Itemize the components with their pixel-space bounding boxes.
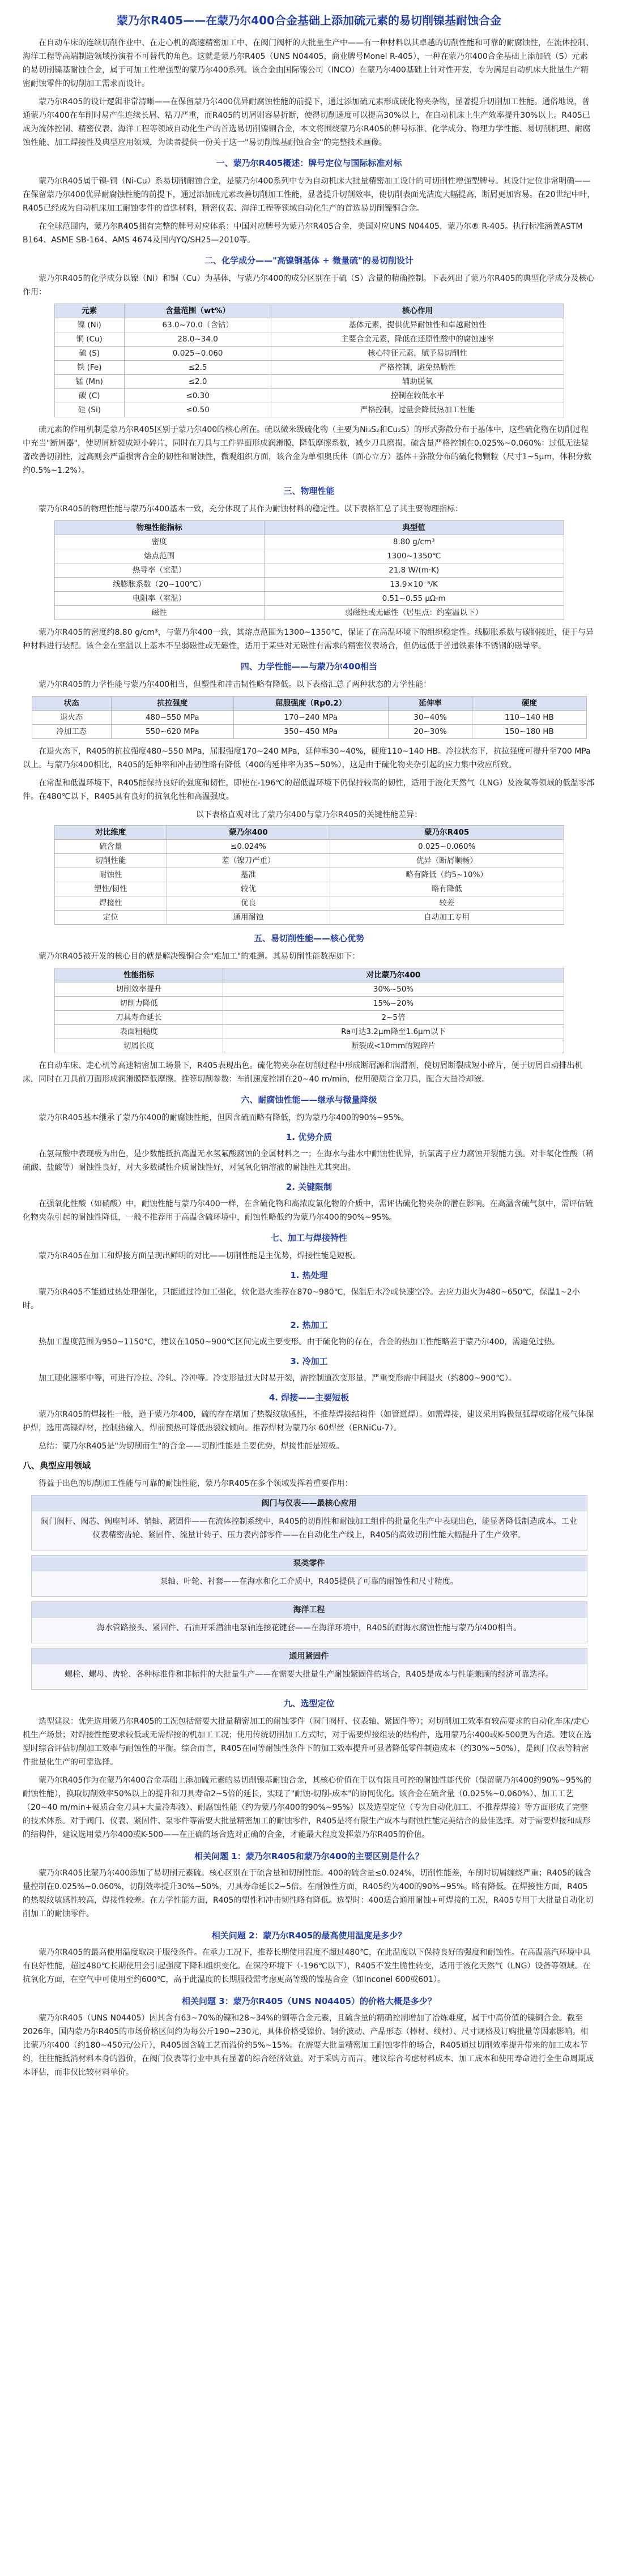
table-cell: 基准 — [167, 868, 330, 882]
section-3-after: 蒙乃尔R405的密度约8.80 g/cm³，与蒙乃尔400一致，其熔点范围为1300~1350℃，保证了在高温环境下的组织稳定性。线膨胀系数与碳钢接近，便于与异种材料进行装配。该合金在室温以上基本不呈弱磁性或无磁性，适用于某些对无磁性有需求的精密仪表场合，但仍远低于普通铁素体不锈钢的磁导率。 — [23, 628, 594, 651]
section-2-intro: 蒙乃尔R405的化学成分以镍（Ni）和铜（Cu）为基体，与蒙乃尔400的成分区别在于硫（S）含量的精确控制。下表列出了蒙乃尔R405的典型化学成分及核心作用： — [23, 274, 595, 297]
table-cell: 线膨胀系数（20~100℃） — [54, 578, 264, 592]
table-cell: 严格控制，避免热脆性 — [271, 361, 564, 375]
application-box-title: 海洋工程 — [32, 1602, 587, 1618]
table-header-cell: 含量范围（wt%） — [124, 304, 271, 318]
table-cell: 1300~1350℃ — [264, 549, 564, 563]
application-box-text: 泵轴、叶轮、衬套——在海水和化工介质中，R405提供了可靠的耐蚀性和尺寸精度。 — [160, 1577, 458, 1586]
section-4-heading: 四、力学性能——与蒙乃尔400相当 — [240, 661, 378, 672]
comparison-table-caption: 以下表格直观对比了蒙乃尔400与蒙乃尔R405的关键性能差异： — [195, 810, 423, 819]
table-cell: 差（镍刀严重） — [167, 854, 330, 868]
table-row — [54, 868, 564, 882]
faq-question-2: 相关问题 2：蒙乃尔R405的最高使用温度是多少？ — [211, 1930, 407, 1941]
section-6-heading: 六、耐腐蚀性能——继承与微量降级 — [241, 1095, 377, 1105]
table-cell: 28.0~34.0 — [124, 332, 271, 347]
table-cell: 铜 (Cu) — [54, 332, 124, 347]
section-7-intro: 蒙乃尔R405在加工和焊接方面呈现出鲜明的对比——切削性能是主优势，焊接性能是短板。 — [39, 1251, 361, 1261]
table-cell: 热导率（室温） — [54, 563, 264, 578]
table-header-cell: 典型值 — [264, 521, 564, 535]
table-row — [54, 982, 564, 997]
table-cell: 30~40% — [388, 711, 472, 725]
section-1-paragraph-1: 蒙乃尔R405属于镍-铜（Ni-Cu）系易切削耐蚀合金，是蒙乃尔400系列中专为自动机床大批量精密加工设计的可切削性增强型牌号。其设计定位非常明确——在保留蒙乃尔400优异耐腐蚀性能的前提下，通过添加硫元素改善切削加工性能，显著提升切削效率，使切削表面光洁度大幅提高，断屑更加容易。在20世纪中叶，R405已经成为自动机床加工耐蚀零件的首选材料，精密仪表、海洋工程等领域自动化生产的首选易切削镍铜合金。 — [23, 177, 595, 213]
table-cell: 辅助脱氧 — [271, 375, 564, 389]
table-cell: 自动加工专用 — [330, 911, 564, 925]
section-3-intro: 蒙乃尔R405的物理性能与蒙乃尔400基本一致，充分体现了其作为耐蚀材料的稳定性。以下表格汇总了其主要物理指标： — [39, 505, 463, 514]
section-7-paragraph-1: 蒙乃尔R405不能通过热处理强化，只能通过冷加工强化，软化退火推荐在870~980℃，保温后水冷或快速空冷。去应力退火为480~650℃，保温1~2小时。 — [23, 1288, 580, 1310]
table-cell: 核心特征元素，赋予易切削性 — [271, 347, 564, 361]
table-header-cell: 对比维度 — [54, 826, 167, 840]
section-5-after: 在自动车床、走心机等高速精密加工场景下，R405表现出色。硫化物夹杂在切削过程中形成断屑源和润滑剂，使切屑断裂成短小碎片，便于切屑自动排出机床，同时在刀具前刀面形成润滑膜降低摩擦。推荐切削参数：车削速度控制在20~40 m/min，使用硬质合金刀具，配合大量冷却液。 — [23, 1061, 583, 1084]
table-cell: 优良 — [167, 896, 330, 911]
application-box-text: 螺栓、螺母、齿轮、各种标准件和非标件的大批量生产——在需要大批量生产耐蚀紧固件的场合，R405是成本与性能兼顾的经济可靠选择。 — [65, 1670, 553, 1679]
section-4-after-1: 在退火态下，R405的抗拉强度480~550 MPa，屈服强度170~240 MPa，延伸率30~40%，硬度110~140 HB。冷拉状态下，抗拉强度可提升至700 MPa以上。与蒙乃尔400相比，R405的延伸率和冲击韧性略有降低（400的延伸率为35~50%），这是由于硫化物夹杂引起的应力集中效应所致。 — [23, 747, 591, 770]
section-7-paragraph-4a: 蒙乃尔R405的焊接性一般，逊于蒙乃尔400，硫的存在增加了热裂纹敏感性，不推荐焊接结构件（如管道焊）。如需焊接，建议采用钨极氩弧焊或熔化极气体保护焊，选用高镍焊材，控制热输入，焊前预热可降低热裂纹倾向。推荐焊材为蒙乃尔 60焊丝（ERNiCu-7）。 — [23, 1410, 594, 1433]
table-cell: 0.025~0.060% — [330, 840, 564, 854]
machinability-table — [54, 968, 564, 1053]
table-cell: 硫 (S) — [54, 347, 124, 361]
table-row — [54, 361, 564, 375]
table-row — [54, 549, 564, 563]
application-box-text: 海水管路接头、紧固件、石油开采潜油电泵轴连接花键套——在海洋环境中，R405的耐海水腐蚀性能与蒙乃尔400相当。 — [96, 1624, 522, 1633]
table-row — [54, 606, 564, 620]
table-header-cell: 性能指标 — [54, 968, 223, 982]
table-cell: 冷加工态 — [32, 725, 111, 739]
table-cell: 主要合金元素，降低在还原性酸中的腐蚀速率 — [271, 332, 564, 347]
application-box-marine — [31, 1601, 587, 1643]
application-box-fasteners — [31, 1648, 587, 1690]
section-1-paragraph-2: 在全球范围内，蒙乃尔R405拥有完整的牌号对应体系：中国对应牌号为蒙乃尔R405合金，美国对应UNS N04405，蒙乃尔® R-405。执行标准涵盖ASTM B164、ASME SB-164、AMS 4674及国内YQ/SH25—2010等。 — [23, 222, 583, 245]
composition-table — [54, 304, 564, 417]
table-cell: 电阻率（室温） — [54, 592, 264, 606]
table-cell: 严格控制，过量会降低热加工性能 — [271, 403, 564, 417]
application-box-title: 通用紧固件 — [32, 1648, 587, 1664]
table-cell: 切削性能 — [54, 854, 167, 868]
table-row — [54, 1011, 564, 1025]
table-cell: 150~180 HB — [472, 725, 586, 739]
table-cell: 0.51~0.55 μΩ·m — [264, 592, 564, 606]
section-6-subheading-1: 1. 优势介质 — [285, 1132, 333, 1142]
table-cell: 塑性/韧性 — [54, 882, 167, 896]
section-5-heading: 五、易切削性能——核心优势 — [253, 933, 364, 943]
table-cell: 13.9×10⁻⁶/K — [264, 578, 564, 592]
table-header-row — [54, 304, 564, 318]
table-cell: 8.80 g/cm³ — [264, 535, 564, 549]
table-cell: 63.0~70.0（含钴） — [124, 318, 271, 332]
comparison-table — [54, 825, 564, 925]
table-cell: 优异（断屑顺畅） — [330, 854, 564, 868]
table-cell: 硫含量 — [54, 840, 167, 854]
table-row — [54, 854, 564, 868]
table-header-row — [54, 521, 564, 535]
table-row — [54, 1039, 564, 1053]
table-cell: 略有降低 — [330, 882, 564, 896]
section-8-intro: 得益于出色的切削加工性能与可靠的耐蚀性能，蒙乃尔R405在多个领域发挥着重要作用： — [39, 1479, 353, 1488]
table-cell: 通用耐蚀 — [167, 911, 330, 925]
table-cell: ≤2.0 — [124, 375, 271, 389]
section-2-heading: 二、化学成分——"高镍铜基体 + 微量硫"的易切削设计 — [204, 255, 414, 266]
table-header-cell: 物理性能指标 — [54, 521, 264, 535]
table-header-cell: 硬度 — [472, 697, 586, 711]
table-header-row — [54, 826, 564, 840]
mechanical-properties-table — [32, 696, 587, 739]
table-row — [54, 332, 564, 347]
faq-answer-3: 蒙乃尔R405（UNS N04405）因其含有63~70%的镍和28~34%的铜等合金元素，且硫含量的精确控制增加了冶炼难度，属于中高价值的镍铜合金。截至2026年，国内蒙乃尔R405的市场价格区间约为每公斤190~230元，具体价格受镍价、铜价波动、产品形态（棒材、线材）、尺寸规格及订购批量等因素影响。相比蒙乃尔400（约180~450元/公斤），R405因含硫工艺而溢价约5%~15%。在需要大批量精密加工耐蚀零件的场合，R405通过切削效率提升带来的加工成本节约，往往能抵消材料本身的溢价，在阀门仪表等行业中具有显著的综合经济效益。对于采购方而言，建议综合考虑材料成本、加工成本和使用寿命进行全生命周期成本评估，而非仅比较材料单价。 — [23, 2014, 594, 2077]
intro-paragraph-1: 在自动车床的连续切削作业中、在走心机的高速精密加工中、在阀门阀杆的大批量生产中——有一种材料以其卓越的切削性能和可靠的耐腐蚀性，在流体控制、海洋工程等高端制造领域扮演着不可替代的角色。这就是蒙乃尔R405（UNS N04405，商业牌号Monel R-405），一种在蒙乃尔400合金基础上添加硫（S）元素的易切削镍基耐蚀合金，属于可加工性增强型的蒙乃尔400系列。该合金由国际镍公司（INCO）在蒙乃尔400基础上针对性开发，专为满足自动机床大批量生产精密耐蚀零件的切削加工需求而设计。 — [23, 39, 594, 88]
table-cell: 磁性 — [54, 606, 264, 620]
table-cell: 基体元素，提供优异耐蚀性和卓越耐蚀性 — [271, 318, 564, 332]
table-cell: 170~240 MPa — [233, 711, 388, 725]
faq-question-1: 相关问题 1：蒙乃尔R405和蒙乃尔400的主要区别是什么？ — [194, 1851, 424, 1861]
table-header-row — [32, 697, 586, 711]
table-header-cell: 屈服强度（Rp0.2） — [233, 697, 388, 711]
section-5-intro: 蒙乃尔R405被开发的核心目的就是解决镍铜合金"难加工"的难题。其易切削性能数据如下： — [39, 952, 360, 961]
section-7-paragraph-3: 加工硬化速率中等，可进行冷拉、冷轧、冷冲等。冷变形量过大时易开裂，需控制道次变形量，严重变形需中间退火（约800~900℃）。 — [39, 1374, 517, 1383]
table-row — [54, 882, 564, 896]
section-7-subheading-3: 3. 冷加工 — [290, 1356, 328, 1366]
table-row — [54, 535, 564, 549]
table-cell: 350~450 MPa — [233, 725, 388, 739]
table-cell: 30%~50% — [223, 982, 564, 997]
physical-properties-table — [54, 520, 564, 620]
table-row — [54, 1025, 564, 1039]
table-cell: 锰 (Mn) — [54, 375, 124, 389]
table-cell: 镍 (Ni) — [54, 318, 124, 332]
table-cell: 480~550 MPa — [111, 711, 233, 725]
table-cell: 表面粗糙度 — [54, 1025, 223, 1039]
table-cell: 0.025~0.060 — [124, 347, 271, 361]
table-row — [54, 389, 564, 403]
table-cell: ≤2.5 — [124, 361, 271, 375]
table-row — [54, 911, 564, 925]
table-cell: 焊接性 — [54, 896, 167, 911]
table-cell: 略有降低（约5~10%） — [330, 868, 564, 882]
table-cell: 21.8 W/(m·K) — [264, 563, 564, 578]
table-cell: 退火态 — [32, 711, 111, 725]
faq-question-3: 相关问题 3：蒙乃尔R405（UNS N04405）的价格大概是多少？ — [181, 1996, 437, 2006]
table-cell: 110~140 HB — [472, 711, 586, 725]
table-row — [54, 592, 564, 606]
section-7-paragraph-2: 热加工温度范围为950~1150℃，建议在1050~900℃区间完成主要变形。由于硫化物的存在，合金的热加工性能略差于蒙乃尔400，需避免过热。 — [39, 1338, 560, 1347]
section-9-paragraph-1: 选型建议：优先选用蒙乃尔R405的工况包括需要大批量精密加工的耐蚀零件（阀门阀杆、仪表轴、紧固件等）；对切削加工效率有较高要求的自动化车床/走心机生产场景；对焊接性能要求较低或无需焊接的机加工工况；使用传统切削加工方式时，对于需要焊接组装的结构件，选用蒙乃尔400或K-500更为合适。建议在选型时综合评估切削加工效率与耐蚀性的平衡。综合而言，R405在同等耐蚀性条件下的加工效率提升可显著降低零件制造成本（约30%~50%），是阀门仪表等精密件批量化生产的可靠选择。 — [23, 1717, 592, 1767]
table-row — [32, 725, 586, 739]
application-box-valves — [31, 1495, 587, 1550]
table-cell: 控制在较低水平 — [271, 389, 564, 403]
table-row — [54, 347, 564, 361]
application-box-title: 阀门与仪表——最核心应用 — [32, 1496, 587, 1511]
table-row — [54, 563, 564, 578]
section-7-heading: 七、加工与焊接特性 — [270, 1233, 347, 1243]
application-box-text: 阀门阀杆、阀芯、阀座衬环、销轴、紧固件——在流体控制系统中，R405的切削性和耐蚀加工组件的批量化生产中表现出色，能显著降低制造成本。工业仪表精密齿轮、紧固件、流量计转子、压力表内部零件——在自动化生产线上，R405的高效切削性能大幅提升了生产效率。 — [41, 1517, 577, 1540]
table-row — [54, 997, 564, 1011]
table-cell: ≤0.024% — [167, 840, 330, 854]
table-header-cell: 核心作用 — [271, 304, 564, 318]
section-7-subheading-2: 2. 热加工 — [290, 1320, 328, 1330]
table-row — [54, 896, 564, 911]
article-title: 蒙乃尔R405——在蒙乃尔400合金基础上添加硫元素的易切削镍基耐蚀合金 — [117, 14, 501, 27]
table-header-cell: 对比蒙乃尔400 — [223, 968, 564, 982]
table-row — [54, 403, 564, 417]
table-cell: 20~30% — [388, 725, 472, 739]
intro-paragraph-2: 蒙乃尔R405的设计逻辑非常清晰——在保留蒙乃尔400优异耐腐蚀性能的前提下，通过添加硫元素形成硫化物夹杂物，显著提升切削加工性能。通俗地说，普通蒙乃尔400在车削时易产生连续长屑、粘刀严重，而R405的切屑则容易折断，使得切削速度可以提高30%以上，在自动机床上生产效率提升30%以上。R405已成为流体控制、精密仪表、海洋工程等领域自动化生产的首选易切削镍铜合金，本文将围绕蒙乃尔R405的牌号标准、化学成分、物理力学性能、易切削机理、耐腐蚀性能、加工焊接性及典型应用领域，为读者提供一份关于这一"易切削镍基耐蚀合金"的完整技术画像。 — [23, 97, 591, 147]
section-1-heading: 一、蒙乃尔R405概述：牌号定位与国际标准对标 — [216, 158, 402, 168]
table-cell: 断裂成<10mm的短碎片 — [223, 1039, 564, 1053]
table-header-cell: 蒙乃尔400 — [167, 826, 330, 840]
section-7-subheading-4: 4. 焊接——主要短板 — [268, 1392, 350, 1403]
table-cell: Ra可达3.2μm降至1.6μm以下 — [223, 1025, 564, 1039]
section-6-subheading-2: 2. 关键限制 — [285, 1182, 333, 1192]
table-header-cell: 延伸率 — [388, 697, 472, 711]
section-6-intro: 蒙乃尔R405基本继承了蒙乃尔400的耐腐蚀性能，但因含硫而略有降低，约为蒙乃尔400的90%~95%。 — [39, 1113, 409, 1122]
table-cell: ≤0.50 — [124, 403, 271, 417]
table-row — [54, 578, 564, 592]
table-cell: 熔点范围 — [54, 549, 264, 563]
table-row — [54, 840, 564, 854]
table-cell: 2~5倍 — [223, 1011, 564, 1025]
table-cell: 定位 — [54, 911, 167, 925]
table-cell: 较优 — [167, 882, 330, 896]
table-row — [54, 318, 564, 332]
section-6-paragraph-1: 在氢氟酸中表现极为出色，是少数能抵抗高温无水氢氟酸腐蚀的金属材料之一；在海水与盐水中耐蚀性优异，抗氯离子应力腐蚀开裂能力强。对非氧化性酸（稀硫酸、盐酸等）耐蚀性良好，对大多数碱性介质耐蚀性好，对氢氧化钠溶液的耐蚀性尤其突出。 — [23, 1150, 594, 1172]
section-9-paragraph-2: 蒙乃尔R405作为在蒙乃尔400合金基础上添加硫元素的易切削镍基耐蚀合金，其核心价值在于以有限且可控的耐蚀性能代价（保留蒙乃尔400约90%~95%的耐蚀性能），换取切削效率50%以上的提升和刀具寿命2~5倍的延长，实现了"耐蚀-切削-成本"的协同优化。该合金在硫含量（0.025%~0.060%）、加工工艺（20~40 m/min+硬质合金刀具+大量冷却液）、耐腐蚀性能（约为蒙乃尔400的90%~95%）以及选型定位（专为自动化加工、不推荐焊接）等方面形成了完整的技术体系。对于阀门、仪表、紧固件、泵零件等需要大批量精密加工的耐蚀零件，R405是将有限生产成本与耐蚀性能完美结合的最佳选择。对于需要焊接和成形的结构件，建议选用蒙乃尔400或K-500——在正确的场合选对正确的合金，才能最大程度发挥蒙乃尔R405的价值。 — [23, 1776, 591, 1839]
table-header-cell: 状态 — [32, 697, 111, 711]
table-header-cell: 蒙乃尔R405 — [330, 826, 564, 840]
table-cell: 550~620 MPa — [111, 725, 233, 739]
table-cell: 密度 — [54, 535, 264, 549]
table-cell: 弱磁性或无磁性（居里点：约室温以下） — [264, 606, 564, 620]
section-4-intro: 蒙乃尔R405的力学性能与蒙乃尔400相当，但塑性和冲击韧性略有降低。以下表格汇总了两种状态的力学性能： — [39, 680, 432, 689]
table-cell: 碳 (C) — [54, 389, 124, 403]
section-4-after-2: 在常温和低温环境下，R405能保持良好的强度和韧性，即使在-196℃的超低温环境下仍保持较高的韧性，适用于液化天然气（LNG）及液氧等领域的低温零部件。在480℃以下，R405具有良好的抗氧化性和高温强度。 — [23, 779, 595, 801]
table-cell: 15%~20% — [223, 997, 564, 1011]
table-cell: 刀具寿命延长 — [54, 1011, 223, 1025]
table-row — [54, 375, 564, 389]
table-cell: ≤0.30 — [124, 389, 271, 403]
table-header-row — [54, 968, 564, 982]
table-cell: 较差 — [330, 896, 564, 911]
table-row — [32, 711, 586, 725]
section-8-heading: 八、典型应用领域 — [23, 1460, 91, 1471]
table-cell: 耐蚀性 — [54, 868, 167, 882]
section-6-paragraph-2: 在强氧化性酸（如硝酸）中，耐蚀性能与蒙乃尔400一样，在含硫化物和高浓度氯化物的介质中，需评估硫化物夹杂的潜在影响。在高温含硫气氛中，需评估硫化物夹杂引起的耐蚀性降低，一般不推荐用于高温含硫环境中，耐蚀性略低约为蒙乃尔400的90%~95%。 — [23, 1199, 593, 1222]
faq-answer-2: 蒙乃尔R405的最高使用温度取决于服役条件。在承力工况下，推荐长期使用温度不超过480℃，在此温度以下保持良好的强度和耐蚀性。在高温蒸汽环境中具有良好性能，超过480℃长期使用会引起强度下降和组织变化。在深冷环境下（-196℃以下），R405不发生脆性转变，适用于液化天然气（LNG）设备等领域。在抗氧化方面，在空气中可使用至约600℃，高于此温度的长期服役需考虑更高等级的镍基合金（如Inconel 600或601）。 — [23, 1948, 591, 1984]
table-cell: 切削力降低 — [54, 997, 223, 1011]
section-9-heading: 九、选型定位 — [283, 1698, 335, 1708]
section-3-heading: 三、物理性能 — [283, 486, 335, 496]
table-cell: 铁 (Fe) — [54, 361, 124, 375]
application-box-title: 泵类零件 — [32, 1556, 587, 1571]
section-2-after: 硫元素的作用机制是蒙乃尔R405区别于蒙乃尔400的核心所在。硫以微米级硫化物（主要为Ni₃S₂和Cu₂S）的形式弥散分布于基体中，这些硫化物在切削过程中充当"断屑器"，使切屑断裂成短小碎片，同时在刀具与工件界面形成润滑膜，降低摩擦系数，减少刀具磨损。硫含量严格控制在0.025%~0.060%：过低无法显著改善切削性，过高则会严重损害合金的韧性和耐蚀性，微观组织方面，该合金为单相奥氏体（面心立方）基体＋弥散分布的硫化物颗粒（尺寸1~5μm，体积分数约0.5%~1.2%）。 — [23, 425, 592, 475]
section-7-paragraph-4b: 总结：蒙乃尔R405是"为切削而生"的合金——切削性能是主要优势，焊接性能是短板。 — [39, 1442, 344, 1451]
table-header-cell: 抗拉强度 — [111, 697, 233, 711]
application-box-pumps — [31, 1555, 587, 1597]
table-header-cell: 元素 — [54, 304, 124, 318]
table-cell: 切屑长度 — [54, 1039, 223, 1053]
table-cell: 切削效率提升 — [54, 982, 223, 997]
table-cell: 硅 (Si) — [54, 403, 124, 417]
section-7-subheading-1: 1. 热处理 — [290, 1270, 328, 1280]
faq-answer-1: 蒙乃尔R405比蒙乃尔400添加了易切削元素硫。核心区别在于硫含量和切削性能。400的硫含量≤0.024%，切削性能差，车削时切屑缠绕严重；R405的硫含量控制在0.025%~0.060%，切削效率提升30%~50%，刀具寿命延长2~5倍。在耐蚀性方面，R405约为400的90%~95%。略有降低。在焊接性方面，R405的热裂纹敏感性较高，焊接性较差。在力学性能方面，R405的塑性和冲击韧性略有降低。选型时：400适合通用耐蚀+可焊接的工况，R405专用于大批量自动化切削加工的耐蚀零件。 — [23, 1869, 594, 1919]
